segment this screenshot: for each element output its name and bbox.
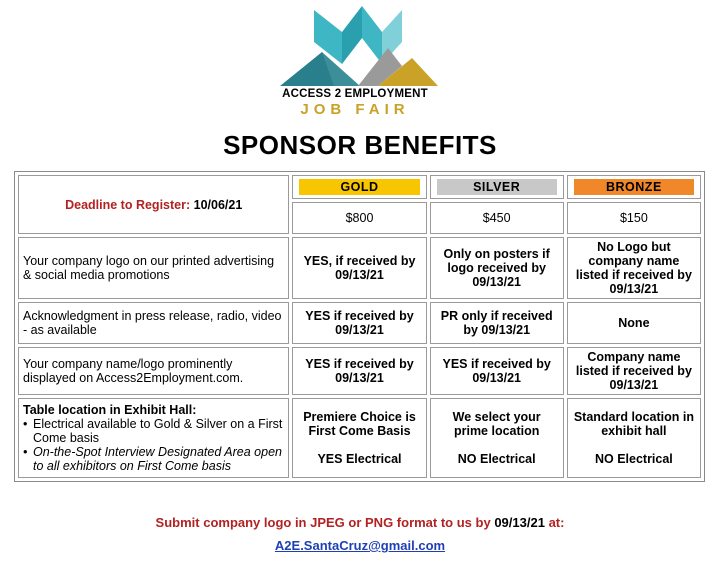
- contact-email: [0, 538, 720, 553]
- gold-benefit: YES, if received by 09/13/21: [292, 237, 426, 299]
- bronze-electrical: NO Electrical: [594, 452, 673, 466]
- list-item: • On-the-Spot Interview Designated Area open to all exhibitors on First Come basis: [23, 445, 284, 473]
- submit-instructions: [0, 515, 720, 530]
- benefit-description: Your company name/logo prominently displayed on Access2Employment.com.: [18, 347, 289, 395]
- submit-text: Submit company logo in JPEG or PNG format to us by: [155, 515, 491, 530]
- bronze-benefit: None: [567, 302, 701, 344]
- silver-electrical: NO Electrical: [457, 452, 536, 466]
- logo-mark-icon: [262, 2, 448, 90]
- table-row: [18, 302, 701, 344]
- bronze-location: Standard location in exhibit hall: [573, 410, 694, 438]
- submit-suffix: at:: [548, 515, 565, 530]
- sponsor-benefits-table: [14, 171, 705, 482]
- exhibit-hall-list: [23, 417, 284, 473]
- tier-silver-label: SILVER: [437, 179, 557, 195]
- silver-price: $450: [430, 202, 564, 234]
- table-header-row: [18, 175, 701, 199]
- deadline-cell: [18, 175, 289, 234]
- page-title: SPONSOR BENEFITS: [223, 130, 497, 160]
- tier-gold-header: [292, 175, 426, 199]
- deadline-date: 10/06/21: [193, 197, 243, 212]
- gold-benefit: [292, 398, 426, 478]
- submit-date: 09/13/21: [494, 515, 545, 530]
- gold-benefit: YES if received by 09/13/21: [292, 302, 426, 344]
- table-row: [18, 237, 701, 299]
- logo-text-line1: ACCESS 2 EMPLOYMENT: [282, 88, 428, 100]
- silver-benefit: PR only if received by 09/13/21: [430, 302, 564, 344]
- gold-benefit: YES if received by 09/13/21: [292, 347, 426, 395]
- job-fair-logo: [262, 2, 448, 118]
- tier-bronze-header: [567, 175, 701, 199]
- bronze-price: $150: [567, 202, 701, 234]
- silver-benefit: Only on posters if logo received by 09/13/21: [430, 237, 564, 299]
- silver-benefit: YES if received by 09/13/21: [430, 347, 564, 395]
- benefit-description: Acknowledgment in press release, radio, video - as available: [18, 302, 289, 344]
- deadline-label: Deadline to Register:: [65, 197, 191, 212]
- bronze-benefit: Company name listed if received by 09/13/21: [567, 347, 701, 395]
- table-row: [18, 398, 701, 478]
- gold-electrical: YES Electrical: [317, 452, 402, 466]
- logo-text-line2: JOB FAIR: [300, 101, 410, 118]
- gold-price: $800: [292, 202, 426, 234]
- tier-silver-header: [430, 175, 564, 199]
- email-link[interactable]: A2E.SantaCruz@gmail.com: [274, 538, 446, 553]
- tier-bronze-label: BRONZE: [574, 179, 694, 195]
- silver-benefit: [430, 398, 564, 478]
- tier-gold-label: GOLD: [299, 179, 419, 195]
- list-item: • Electrical available to Gold & Silver on a First Come basis: [23, 417, 284, 445]
- benefit-description: [18, 398, 289, 478]
- silver-location: We select your prime location: [452, 410, 541, 438]
- table-row: [18, 347, 701, 395]
- benefit-description: Your company logo on our printed advertising & social media promotions: [18, 237, 289, 299]
- bronze-benefit: [567, 398, 701, 478]
- bronze-benefit: No Logo but company name listed if received by 09/13/21: [567, 237, 701, 299]
- exhibit-hall-heading: Table location in Exhibit Hall:: [23, 403, 197, 417]
- gold-location: Premiere Choice is First Come Basis: [303, 410, 416, 438]
